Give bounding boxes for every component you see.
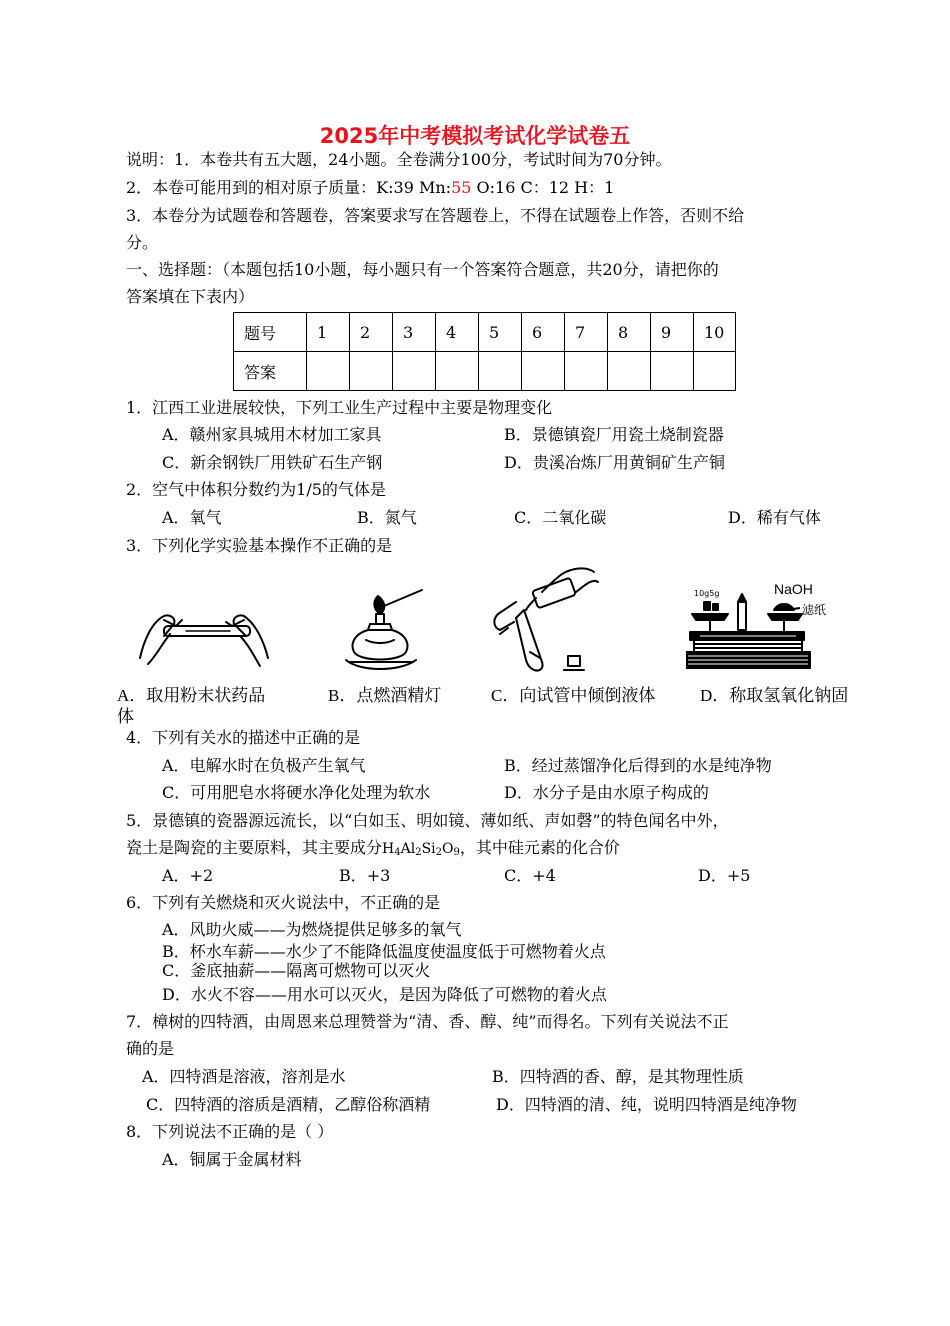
- q7-stem: 7．樟树的四特酒，由周恩来总理赞誉为“清、香、醇、纯”而得名。下列有关说法不正: [126, 1012, 729, 1031]
- q7-option-a: A．四特酒是溶液，溶剂是水: [142, 1067, 346, 1086]
- q5-option-a: A．+2: [162, 866, 214, 885]
- q2-option-b: B．氮气: [357, 508, 417, 527]
- q5-stem: 5．景德镇的瓷器源远流长，以“白如玉、明如镜、薄如纸、声如磬”的特色闻名中外，: [126, 811, 729, 830]
- q6-option-b: B．杯水车薪——水少了不能降低温度使温度低于可燃物着火点: [162, 942, 606, 961]
- answer-table-number-row: [234, 313, 736, 352]
- answer-table-number: 8: [608, 313, 651, 352]
- q2-stem: 2．空气中体积分数约为1/5的气体是: [126, 480, 386, 499]
- q2-option-a: A．氧气: [162, 508, 222, 527]
- q7-option-c: C．四特酒的溶质是酒精，乙醇俗称酒精: [146, 1095, 431, 1114]
- q8-stem: 8．下列说法不正确的是（ ）: [126, 1122, 334, 1141]
- section-1-heading: 一、选择题：（本题包括10小题，每小题只有一个答案符合题意，共20分，请把你的: [126, 260, 719, 279]
- q4-option-c: C．可用肥皂水将硬水净化处理为软水: [162, 783, 431, 802]
- q7-option-b: B．四特酒的香、醇，是其物理性质: [492, 1067, 744, 1086]
- q3-option-b: B．点燃酒精灯: [328, 686, 442, 705]
- figure-balance-naoh: [686, 582, 846, 676]
- naoh-label: NaOH: [774, 582, 813, 597]
- balance-mass-label: 10g5g: [694, 589, 720, 598]
- exam-title: 2025年中考模拟考试化学试卷五: [319, 124, 631, 148]
- q3-option-a: A．取用粉末状药品: [117, 686, 266, 705]
- answer-table-number: 2: [350, 313, 393, 352]
- note-3: 3．本卷分为试题卷和答题卷，答案要求写在答题卷上，不得在试题卷上作答，否则不给: [126, 206, 745, 225]
- q2-option-c: C．二氧化碳: [514, 508, 607, 527]
- figure-alcohol-lamp: [340, 588, 430, 674]
- q6-option-d: D．水火不容——用水可以灭火，是因为降低了可燃物的着火点: [162, 985, 607, 1004]
- answer-table-number: 1: [307, 313, 350, 352]
- q3-option-c: C．向试管中倾倒液体: [491, 686, 656, 705]
- answer-table-number: 9: [651, 313, 694, 352]
- q6-option-c: C．釜底抽薪——隔离可燃物可以灭火: [162, 961, 431, 980]
- answer-table-number: 3: [393, 313, 436, 352]
- q6-option-a: A．风助火威——为燃烧提供足够多的氧气: [162, 920, 462, 939]
- q7-stem-cont: 确的是: [126, 1039, 175, 1058]
- note-3-cont: 分。: [126, 233, 159, 252]
- q1-option-b: B．景德镇瓷厂用瓷土烧制瓷器: [504, 425, 724, 444]
- section-1-heading-cont: 答案填在下表内）: [126, 287, 255, 306]
- q3-stem: 3．下列化学实验基本操作不正确的是: [126, 536, 393, 555]
- q3-option-d-cont: 体: [117, 707, 134, 726]
- answer-table-answer-header: 答案: [234, 352, 307, 391]
- q5-option-c: C．+4: [504, 866, 556, 885]
- answer-table-number: 6: [522, 313, 565, 352]
- answer-cell[interactable]: [608, 352, 651, 391]
- answer-cell[interactable]: [565, 352, 608, 391]
- answer-cell[interactable]: [694, 352, 736, 391]
- chemical-formula: $H_4Al_2Si_2O_9$: [382, 841, 460, 858]
- answer-table-answer-row: [234, 352, 736, 391]
- answer-table: [233, 312, 736, 391]
- answer-cell[interactable]: [307, 352, 350, 391]
- answer-table-number: 7: [565, 313, 608, 352]
- q4-option-d: D．水分子是由水原子构成的: [504, 783, 709, 802]
- answer-cell[interactable]: [522, 352, 565, 391]
- q6-stem: 6．下列有关燃烧和灭火说法中，不正确的是: [126, 893, 441, 912]
- answer-table-number: 4: [436, 313, 479, 352]
- answer-cell[interactable]: [479, 352, 522, 391]
- mn-value: 55: [451, 178, 472, 197]
- note-2: 2．本卷可能用到的相对原子质量：K:39 Mn:55 O:16 C：12 H：1: [126, 178, 615, 197]
- q8-option-a: A．铜属于金属材料: [162, 1150, 302, 1169]
- q4-option-b: B．经过蒸馏净化后得到的水是纯净物: [504, 756, 772, 775]
- answer-cell[interactable]: [651, 352, 694, 391]
- q1-stem: 1．江西工业进展较快，下列工业生产过程中主要是物理变化: [126, 398, 553, 417]
- note-1: 说明：1．本卷共有五大题，24小题。全卷满分100分，考试时间为70分钟。: [126, 150, 672, 169]
- q7-option-d: D．四特酒的清、纯，说明四特酒是纯净物: [496, 1095, 797, 1114]
- answer-table-header: 题号: [234, 313, 307, 352]
- q3-option-d: D．称取氢氧化钠固: [700, 686, 849, 705]
- answer-cell[interactable]: [393, 352, 436, 391]
- q1-option-a: A．赣州家具城用木材加工家具: [162, 425, 382, 444]
- q1-option-d: D．贵溪冶炼厂用黄铜矿生产铜: [504, 453, 725, 472]
- q4-option-a: A．电解水时在负极产生氧气: [162, 756, 366, 775]
- answer-table-number: 10: [694, 313, 736, 352]
- q5-option-b: B．+3: [339, 866, 391, 885]
- filter-paper-label: 滤纸: [802, 603, 827, 617]
- figure-powder-sampling: [134, 600, 274, 672]
- q5-option-d: D．+5: [698, 866, 751, 885]
- q2-option-d: D．稀有气体: [728, 508, 821, 527]
- answer-cell[interactable]: [436, 352, 479, 391]
- q1-option-c: C．新余钢铁厂用铁矿石生产钢: [162, 453, 383, 472]
- figure-pour-liquid: [488, 562, 606, 680]
- q4-stem: 4．下列有关水的描述中正确的是: [126, 728, 361, 747]
- q5-stem-cont: 瓷土是陶瓷的主要原料，其主要成分$H_4Al_2Si_2O_9$，其中硅元素的化合价: [126, 838, 620, 858]
- answer-cell[interactable]: [350, 352, 393, 391]
- answer-table-number: 5: [479, 313, 522, 352]
